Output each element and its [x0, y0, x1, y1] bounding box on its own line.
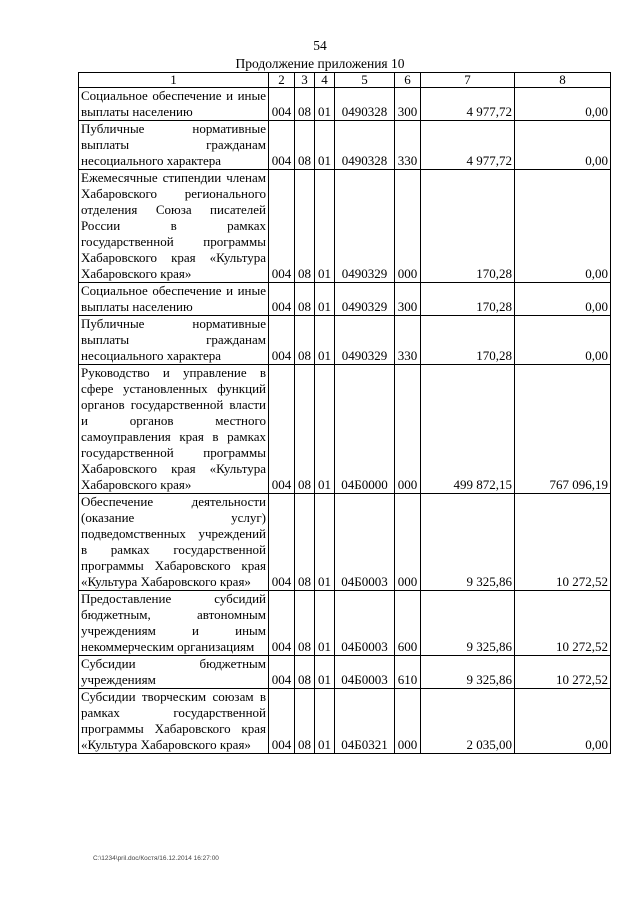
table-header-row	[79, 73, 611, 88]
code-cell: 600	[395, 591, 421, 656]
budget-table	[78, 72, 611, 754]
code-cell: 004	[269, 494, 295, 591]
code-cell: 04Б0003	[335, 656, 395, 689]
table-row	[79, 656, 611, 689]
code-cell: 330	[395, 316, 421, 365]
amount-cell: 170,28	[421, 316, 515, 365]
page-number: 54	[313, 38, 327, 53]
code-cell: 004	[269, 316, 295, 365]
code-cell: 0490329	[335, 170, 395, 283]
amount-cell: 10 272,52	[515, 591, 611, 656]
table-row	[79, 689, 611, 754]
table-row	[79, 316, 611, 365]
code-cell: 004	[269, 88, 295, 121]
code-cell: 330	[395, 121, 421, 170]
code-cell: 004	[269, 689, 295, 754]
code-cell: 08	[295, 121, 315, 170]
code-cell: 01	[315, 121, 335, 170]
code-cell: 08	[295, 656, 315, 689]
code-cell: 01	[315, 494, 335, 591]
amount-cell: 2 035,00	[421, 689, 515, 754]
amount-cell: 0,00	[515, 316, 611, 365]
code-cell: 08	[295, 689, 315, 754]
code-cell: 300	[395, 283, 421, 316]
amount-cell: 10 272,52	[515, 656, 611, 689]
code-cell: 01	[315, 316, 335, 365]
amount-cell: 4 977,72	[421, 121, 515, 170]
code-cell: 0490328	[335, 88, 395, 121]
row-name-cell: Публичные нормативные выплаты гражданам несоциального характера	[79, 121, 269, 170]
footer-file-path: C:\1234\pril.doc/Костя/16.12.2014 16:27:00	[93, 855, 219, 862]
code-cell: 300	[395, 88, 421, 121]
code-cell: 01	[315, 170, 335, 283]
code-cell: 004	[269, 656, 295, 689]
column-header: 4	[315, 73, 335, 88]
table-row	[79, 283, 611, 316]
row-name-cell: Руководство и управление в сфере установленных функций органов государственной власти и органов местного самоуправления края в рамках государственной программы Хабаровского края «Культура Хабаровского края»	[79, 365, 269, 494]
code-cell: 08	[295, 88, 315, 121]
code-cell: 01	[315, 365, 335, 494]
column-header: 2	[269, 73, 295, 88]
code-cell: 01	[315, 689, 335, 754]
code-cell: 004	[269, 283, 295, 316]
code-cell: 0490328	[335, 121, 395, 170]
column-header: 1	[79, 73, 269, 88]
code-cell: 08	[295, 316, 315, 365]
amount-cell: 9 325,86	[421, 591, 515, 656]
table-row	[79, 88, 611, 121]
code-cell: 000	[395, 365, 421, 494]
amount-cell: 767 096,19	[515, 365, 611, 494]
code-cell: 0490329	[335, 316, 395, 365]
code-cell: 000	[395, 170, 421, 283]
amount-cell: 0,00	[515, 170, 611, 283]
table-row	[79, 121, 611, 170]
code-cell: 04Б0003	[335, 591, 395, 656]
row-name-cell: Предоставление субсидий бюджетным, автономным учреждениям и иным некоммерческим организациям	[79, 591, 269, 656]
amount-cell: 9 325,86	[421, 656, 515, 689]
amount-cell: 4 977,72	[421, 88, 515, 121]
code-cell: 04Б0321	[335, 689, 395, 754]
continuation-title: Продолжение приложения 10	[235, 56, 405, 71]
code-cell: 01	[315, 656, 335, 689]
amount-cell: 0,00	[515, 283, 611, 316]
code-cell: 000	[395, 494, 421, 591]
table-row	[79, 170, 611, 283]
column-header: 5	[335, 73, 395, 88]
column-header: 3	[295, 73, 315, 88]
amount-cell: 170,28	[421, 283, 515, 316]
amount-cell: 499 872,15	[421, 365, 515, 494]
row-name-cell: Социальное обеспечение и иные выплаты населению	[79, 283, 269, 316]
column-header: 8	[515, 73, 611, 88]
code-cell: 08	[295, 365, 315, 494]
column-header: 6	[395, 73, 421, 88]
code-cell: 01	[315, 88, 335, 121]
code-cell: 610	[395, 656, 421, 689]
code-cell: 004	[269, 591, 295, 656]
code-cell: 08	[295, 591, 315, 656]
code-cell: 04Б0000	[335, 365, 395, 494]
code-cell: 000	[395, 689, 421, 754]
code-cell: 004	[269, 121, 295, 170]
amount-cell: 0,00	[515, 88, 611, 121]
row-name-cell: Субсидии творческим союзам в рамках государственной программы Хабаровского края «Культура Хабаровского края»	[79, 689, 269, 754]
amount-cell: 9 325,86	[421, 494, 515, 591]
code-cell: 01	[315, 283, 335, 316]
amount-cell: 10 272,52	[515, 494, 611, 591]
row-name-cell: Социальное обеспечение и иные выплаты населению	[79, 88, 269, 121]
table-row	[79, 494, 611, 591]
row-name-cell: Субсидии бюджетным учреждениям	[79, 656, 269, 689]
code-cell: 01	[315, 591, 335, 656]
code-cell: 004	[269, 365, 295, 494]
amount-cell: 0,00	[515, 121, 611, 170]
table-row	[79, 365, 611, 494]
row-name-cell: Ежемесячные стипендии членам Хабаровского регионального отделения Союза писателей России в рамках государственной программы Хабаровского края «Культура Хабаровского края»	[79, 170, 269, 283]
column-header: 7	[421, 73, 515, 88]
row-name-cell: Публичные нормативные выплаты гражданам несоциального характера	[79, 316, 269, 365]
code-cell: 004	[269, 170, 295, 283]
row-name-cell: Обеспечение деятельности (оказание услуг) подведомственных учреждений в рамках государственной программы Хабаровского края «Культура Хабаровского края»	[79, 494, 269, 591]
table-row	[79, 591, 611, 656]
code-cell: 04Б0003	[335, 494, 395, 591]
code-cell: 08	[295, 283, 315, 316]
code-cell: 0490329	[335, 283, 395, 316]
code-cell: 08	[295, 170, 315, 283]
amount-cell: 170,28	[421, 170, 515, 283]
code-cell: 08	[295, 494, 315, 591]
amount-cell: 0,00	[515, 689, 611, 754]
